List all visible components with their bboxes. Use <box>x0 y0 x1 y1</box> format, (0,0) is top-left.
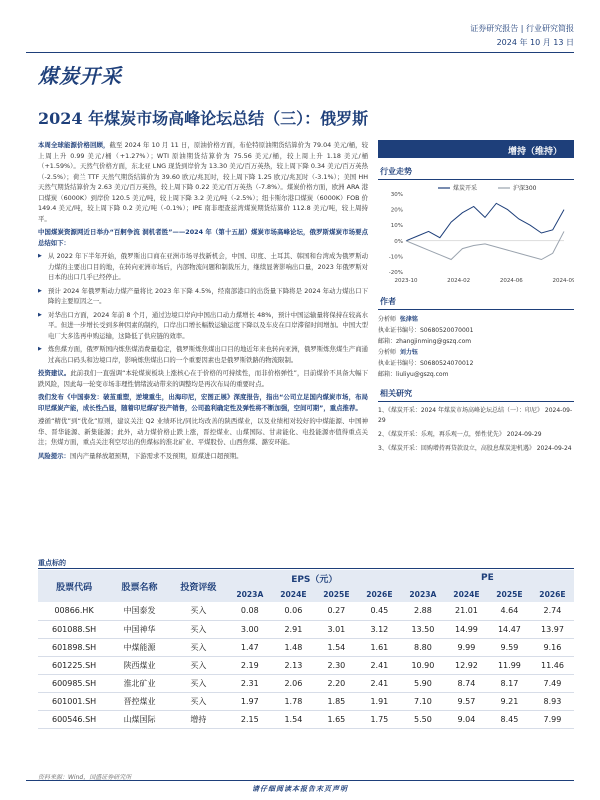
y-tick-label: 20% <box>390 207 403 214</box>
pe-value: 12.92 <box>445 656 488 674</box>
paragraph-forum <box>38 227 368 248</box>
paragraph-lead: 本周全球能源价格回顾， <box>38 141 110 149</box>
paragraph-recommend: 遵循“精优”到“优化”原则，建议关注 Q2 业绩环比/同比均改善的陕西煤业，以及业绩相对较好的中煤能源、中国神华、晋华能源、新集能源；此外，动力煤价格止跌上涨，晋控煤业、山煤国际、甘肃能化、电投能源亦值得重点关注；焦煤方面，重点关注利空尽出的焦煤标的淮北矿业、平煤股份、山西焦煤、潞安环能。 <box>38 417 368 446</box>
stock-code: 00866.HK <box>38 602 110 620</box>
stock-name: 淮北矿业 <box>110 674 169 692</box>
eps-value: 2.06 <box>272 674 315 692</box>
col-pe: PE <box>401 570 574 586</box>
stock-rating: 买入 <box>169 638 228 656</box>
table-row <box>38 656 574 674</box>
series-line <box>406 203 564 240</box>
paragraph-risk <box>38 451 368 462</box>
year-header: 2024E <box>272 586 315 602</box>
stock-rating: 买入 <box>169 674 228 692</box>
y-tick-label: -20% <box>388 270 403 276</box>
pe-value: 11.99 <box>488 656 531 674</box>
eps-value: 1.54 <box>272 710 315 728</box>
eps-value: 2.20 <box>315 674 358 692</box>
key-targets-table <box>38 570 574 729</box>
eps-value: 1.61 <box>358 638 401 656</box>
eps-value: 0.45 <box>358 602 401 620</box>
stock-code: 601088.SH <box>38 620 110 638</box>
table-row <box>38 674 574 692</box>
y-tick-label: -10% <box>388 254 403 261</box>
sidebar <box>378 140 574 458</box>
eps-value: 0.27 <box>315 602 358 620</box>
eps-value: 3.12 <box>358 620 401 638</box>
eps-value: 2.41 <box>358 656 401 674</box>
paragraph-investment <box>38 368 368 389</box>
pe-value: 5.90 <box>401 674 445 692</box>
pe-value: 13.97 <box>531 620 574 638</box>
pe-value: 10.90 <box>401 656 445 674</box>
legend-label: 沪深300 <box>513 185 537 192</box>
rating-badge: 增持（维持） <box>378 140 574 158</box>
stock-rating: 买入 <box>169 656 228 674</box>
eps-value: 0.08 <box>228 602 272 620</box>
col-eps: EPS（元） <box>228 570 401 586</box>
bullet-point: ▶ 炼焦煤方面，俄罗斯国内炼焦煤消费量稳定，俄罗斯炼焦煤出口目的地近年来也转向亚洲，俄罗斯炼焦煤生产商通过高出口码头和边境口岸，影响炼焦煤出口的一个重要因素也是俄罗斯铁路的物流限制。 <box>38 344 368 365</box>
stock-name: 晋控煤业 <box>110 692 169 710</box>
pe-value: 8.74 <box>445 674 488 692</box>
related-research <box>378 406 574 454</box>
eps-value: 1.75 <box>358 710 401 728</box>
trend-title: 行业走势 <box>378 158 574 180</box>
pe-value: 8.45 <box>488 710 531 728</box>
year-header: 2026E <box>531 586 574 602</box>
eps-value: 1.54 <box>315 638 358 656</box>
report-date: 2024 年 10 月 13 日 <box>496 38 574 47</box>
year-header: 2023A <box>228 586 272 602</box>
table-row <box>38 692 574 710</box>
stock-name: 中国神华 <box>110 620 169 638</box>
stock-name: 陕西煤业 <box>110 656 169 674</box>
pe-value: 13.50 <box>401 620 445 638</box>
eps-value: 2.31 <box>228 674 272 692</box>
analyst-role: 分析师 <box>378 349 397 356</box>
stock-name: 中国泰发 <box>110 602 169 620</box>
paragraph-text: 截至 2024 年 10 月 11 日，原油价格方面，布伦特原油期货结算价为 79.04 美元/桶，较上周上升 0.99 美元/桶（+1.27%）；WTI 原油期货结算价为 75.56 美元/桶，较上周上升 1.18 美元/桶（+1.59%）。天然气价格方面，东北亚 LNG 现货到岸价为 13.30 美元/百万英热，较上周下降 0.34 美元/百万英热（-2.5%）；荷兰 TTF 天然气期货结算价为 39.60 欧元/兆瓦时，较上周下降 1.25 欧元/兆瓦时（-3.1%）；美国 HH 天然气期货结算价为 2.63 美元/百万英热，较上周下降 0.22 美元/百万英热（-7.8%）。煤炭价格方面，欧洲 ARA 港口煤炭（6000K）到岸价 120.5 美元/吨，较上周下降 3.2 美元/吨（-2.5%）；纽卡斯尔港口煤炭（6000K）FOB 价 149.4 美元/吨，较上周下降 0.2 美元/吨（-0.1%）；IPE 南非理查兹湾煤炭期货结算价 112.8 美元/吨，较上周持平。 <box>38 141 369 223</box>
pe-value: 9.57 <box>445 692 488 710</box>
related-item[interactable]: 3、《煤炭开采：回购增持再贷款设立，高股息煤炭迎机遇》 2024-09-24 <box>378 445 572 452</box>
key-targets-title: 重点标的 <box>38 559 66 567</box>
x-tick-label: 2023-10 <box>394 278 418 284</box>
analyst-name: 刘力钰 <box>399 349 418 356</box>
analyst-role: 分析师 <box>378 316 397 323</box>
analyst-title: 作者 <box>378 288 574 310</box>
eps-value: 1.85 <box>315 692 358 710</box>
analyst-2 <box>378 347 574 358</box>
x-tick-label: 2024-09 <box>552 278 574 284</box>
eps-value: 0.06 <box>272 602 315 620</box>
stock-rating: 增持 <box>169 710 228 728</box>
stock-code: 600985.SH <box>38 674 110 692</box>
stock-code: 601898.SH <box>38 638 110 656</box>
stock-name: 山煤国际 <box>110 710 169 728</box>
year-header: 2024E <box>445 586 488 602</box>
eps-value: 1.48 <box>272 638 315 656</box>
y-tick-label: 0% <box>394 238 403 245</box>
pe-value: 4.64 <box>488 602 531 620</box>
analyst-email: 邮箱：zhangjinming@gszq.com <box>378 338 472 345</box>
analyst-cert: 执业证书编号：S0680524070012 <box>378 360 474 367</box>
col-code: 股票代码 <box>38 570 110 602</box>
x-tick-label: 2024-02 <box>447 278 471 284</box>
analyst-cert: 执业证书编号：S0680520070001 <box>378 327 474 334</box>
eps-value: 1.78 <box>272 692 315 710</box>
pe-value: 8.17 <box>488 674 531 692</box>
stock-code: 601001.SH <box>38 692 110 710</box>
year-header: 2025E <box>488 586 531 602</box>
pe-value: 9.99 <box>445 638 488 656</box>
report-type: 证券研究报告 | 行业研究简报 <box>470 24 574 33</box>
paragraph-lead: 投资建议。 <box>38 369 71 377</box>
trend-chart <box>378 180 574 288</box>
header-divider <box>26 52 574 53</box>
eps-value: 2.15 <box>228 710 272 728</box>
pe-value: 7.10 <box>401 692 445 710</box>
stock-name: 中煤能源 <box>110 638 169 656</box>
stock-rating: 买入 <box>169 692 228 710</box>
stock-rating: 买入 <box>169 620 228 638</box>
eps-value: 3.00 <box>228 620 272 638</box>
col-rating: 投资评级 <box>169 570 228 602</box>
analyst-info <box>378 314 574 380</box>
paragraph-lead: 风险提示： <box>38 451 70 460</box>
table-row <box>38 638 574 656</box>
eps-value: 2.19 <box>228 656 272 674</box>
year-header: 2026E <box>358 586 401 602</box>
pe-value: 2.74 <box>531 602 574 620</box>
table-row <box>38 710 574 728</box>
legend-label: 煤炭开采 <box>453 185 478 192</box>
pe-value: 9.16 <box>531 638 574 656</box>
pe-value: 2.88 <box>401 602 445 620</box>
eps-value: 1.47 <box>228 638 272 656</box>
analyst-name: 张津铭 <box>399 316 418 323</box>
col-name: 股票名称 <box>110 570 169 602</box>
footer-divider <box>26 780 574 781</box>
eps-value: 1.97 <box>228 692 272 710</box>
y-tick-label: 30% <box>390 192 403 198</box>
year-header: 2025E <box>315 586 358 602</box>
eps-value: 3.01 <box>315 620 358 638</box>
eps-value: 1.91 <box>358 692 401 710</box>
key-targets-divider <box>38 568 574 569</box>
pe-value: 8.80 <box>401 638 445 656</box>
eps-value: 2.13 <box>272 656 315 674</box>
main-body <box>38 140 368 464</box>
pe-value: 21.01 <box>445 602 488 620</box>
pe-value: 5.50 <box>401 710 445 728</box>
pe-value: 11.46 <box>531 656 574 674</box>
stock-code: 601225.SH <box>38 656 110 674</box>
paragraph-text: 国内产量释放超预期，下游需求不及预期，原煤进口超预期。 <box>69 451 243 460</box>
stock-code: 600546.SH <box>38 710 110 728</box>
analyst-1 <box>378 314 574 325</box>
x-tick-label: 2024-06 <box>499 278 523 284</box>
eps-value: 1.65 <box>315 710 358 728</box>
footer-disclaimer: 请仔细阅读本报告末页声明 <box>252 785 348 793</box>
related-item[interactable]: 2、《煤炭开采：乐观，再乐观一点，弹性优先》 2024-09-29 <box>378 431 542 438</box>
table-row <box>38 620 574 638</box>
pe-value: 9.21 <box>488 692 531 710</box>
stock-rating: 买入 <box>169 602 228 620</box>
related-title: 相关研究 <box>378 380 574 402</box>
trend-chart-svg <box>378 180 574 288</box>
related-item[interactable]: 1、《煤炭开采：2024 年煤炭市场高峰论坛总结（一）：印尼》 2024-09-29 <box>378 407 573 424</box>
pe-value: 9.59 <box>488 638 531 656</box>
bullet-point: ▶ 对华出口方面，2024 年前 8 个月，通过边境口岸向中国出口动力煤增长 48%，预计中国运输量将保持在较高水平。但进一步增长受到多种因素的制约，口岸出口增长幅数运输运度下降以及车皮在口岸滞留时间增加。中国大型电厂大多选再申购运输，这降低了供应链的效率。 <box>38 310 368 342</box>
pe-value: 14.99 <box>445 620 488 638</box>
table-source: 资料来源：Wind，国盛证券研究所 <box>38 774 132 781</box>
bullet-point: ▶ 从 2022 年下半年开始，俄罗斯出口商在亚洲市场寻找新机会，中国、印度、土耳其、韩国和台湾成为俄罗斯动力煤的主要出口目的地，在转向亚洲市场后，内部物流问题和制裁压力，继续显著影响出口量，2023 年俄罗斯对日本的出口几乎已经停止。 <box>38 251 368 283</box>
analyst-email: 邮箱：liuliyu@gszq.com <box>378 371 449 378</box>
pe-value: 14.47 <box>488 620 531 638</box>
paragraph-highlight: 我们发布《中国泰发：破茧重塑，逆境重生，出海印尼，宏图正展》深度报告，指出“公司立足国内煤炭市场，布局印尼煤炭产能，成长性凸显，随着印尼煤矿投产销售，公司盈利确定性及弹性将不断加强，空间可期”，重点推荐。 <box>38 393 368 412</box>
bullet-point: ▶ 预计 2024 年俄罗斯动力煤产量将比 2023 年下降 4.5%，经南部港口的出货量下降将是 2024 年动力煤出口下降的主要原因之一。 <box>38 286 368 307</box>
eps-value: 2.30 <box>315 656 358 674</box>
industry-name: 煤炭开采 <box>38 64 122 88</box>
paragraph-text: 此前我们一直强调“本轮煤炭板块上涨核心在于价格的可持续性，而非价格弹性”，目前煤价不具备大幅下跌风险，因此每一轮变市场非理性情绪波动带来的调整均是再次布局的重要时点。 <box>38 369 369 388</box>
pe-value: 8.93 <box>531 692 574 710</box>
year-header: 2023A <box>401 586 445 602</box>
report-header <box>470 22 574 50</box>
series-line <box>406 231 564 259</box>
paragraph-lead: 中国煤炭资源网近日举办“百舸争流 洞机者胜”——2024 年（第十五届）煤炭市场高峰论坛，俄罗斯煤炭市场要点总结如下： <box>38 228 368 247</box>
y-tick-label: 10% <box>390 223 403 230</box>
pe-value: 7.49 <box>531 674 574 692</box>
table-row <box>38 602 574 620</box>
eps-value: 2.41 <box>358 674 401 692</box>
report-title: 2024 年煤炭市场高峰论坛总结（三）：俄罗斯 <box>38 109 369 128</box>
eps-value: 2.91 <box>272 620 315 638</box>
pe-value: 9.04 <box>445 710 488 728</box>
paragraph-energy-prices <box>38 140 368 224</box>
pe-value: 7.99 <box>531 710 574 728</box>
